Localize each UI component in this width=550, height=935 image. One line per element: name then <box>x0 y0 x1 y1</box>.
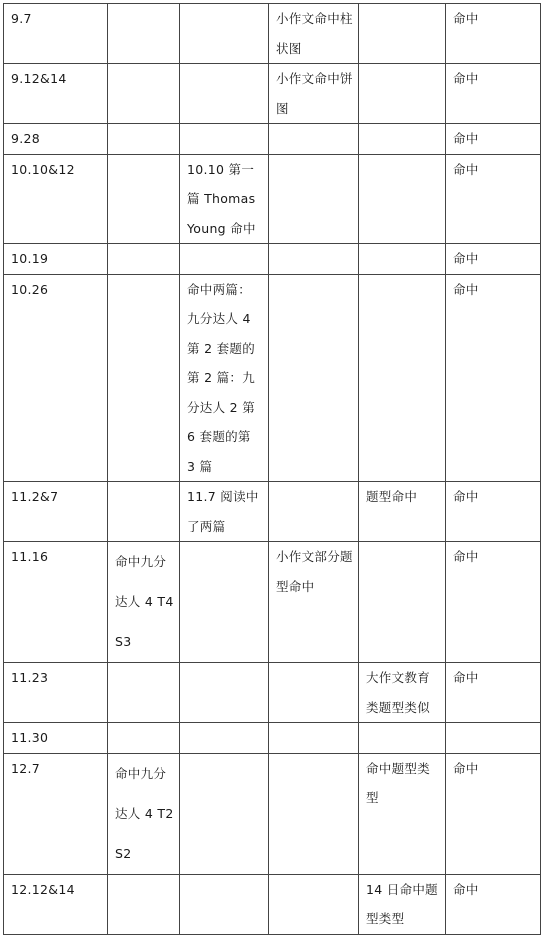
result-cell: 命中 <box>446 753 541 874</box>
table-row <box>4 663 541 723</box>
table-row <box>4 154 541 244</box>
table-cell: 14 日命中题型类型 <box>359 874 446 934</box>
date-cell: 11.23 <box>4 663 108 723</box>
table-cell <box>180 723 269 754</box>
result-cell: 命中 <box>446 482 541 542</box>
result-cell: 命中 <box>446 64 541 124</box>
table-row <box>4 542 541 663</box>
table-row <box>4 482 541 542</box>
date-cell: 11.2&7 <box>4 482 108 542</box>
result-cell <box>446 723 541 754</box>
result-cell: 命中 <box>446 663 541 723</box>
date-cell: 11.30 <box>4 723 108 754</box>
table-cell <box>180 753 269 874</box>
table-cell: 命中九分达人 4 T2S2 <box>108 753 180 874</box>
table-row <box>4 64 541 124</box>
table-cell: 题型命中 <box>359 482 446 542</box>
result-cell: 命中 <box>446 4 541 64</box>
table-cell <box>359 124 446 155</box>
table-row <box>4 723 541 754</box>
table-cell <box>108 154 180 244</box>
results-table <box>3 3 541 935</box>
table-cell <box>180 64 269 124</box>
table-cell: 11.7 阅读中了两篇 <box>180 482 269 542</box>
date-cell: 11.16 <box>4 542 108 663</box>
date-cell: 12.12&14 <box>4 874 108 934</box>
table-cell <box>269 244 359 275</box>
table-cell <box>359 723 446 754</box>
table-cell <box>108 723 180 754</box>
table-cell <box>359 154 446 244</box>
table-cell <box>359 542 446 663</box>
table-cell: 命中题型类型 <box>359 753 446 874</box>
table-cell <box>269 874 359 934</box>
table-cell <box>180 874 269 934</box>
table-cell <box>180 244 269 275</box>
table-row <box>4 4 541 64</box>
table-cell <box>108 274 180 482</box>
table-cell: 10.10 第一篇 Thomas Young 命中 <box>180 154 269 244</box>
table-cell <box>108 64 180 124</box>
table-row <box>4 274 541 482</box>
table-cell: 小作文部分题型命中 <box>269 542 359 663</box>
table-cell: 小作文命中饼图 <box>269 64 359 124</box>
table-cell <box>108 4 180 64</box>
table-cell <box>269 753 359 874</box>
table-row <box>4 124 541 155</box>
table-cell <box>108 482 180 542</box>
table-cell <box>269 663 359 723</box>
result-cell: 命中 <box>446 274 541 482</box>
result-cell: 命中 <box>446 542 541 663</box>
table-cell <box>108 124 180 155</box>
result-cell: 命中 <box>446 874 541 934</box>
table-row <box>4 874 541 934</box>
date-cell: 9.28 <box>4 124 108 155</box>
table-cell <box>180 663 269 723</box>
date-cell: 10.19 <box>4 244 108 275</box>
table-cell <box>359 274 446 482</box>
date-cell: 10.26 <box>4 274 108 482</box>
table-cell <box>359 4 446 64</box>
table-cell <box>108 244 180 275</box>
table-cell <box>269 154 359 244</box>
table-cell <box>180 124 269 155</box>
table-cell <box>359 64 446 124</box>
table-row <box>4 753 541 874</box>
table-row <box>4 244 541 275</box>
result-cell: 命中 <box>446 154 541 244</box>
table-cell <box>359 244 446 275</box>
table-cell <box>180 542 269 663</box>
date-cell: 12.7 <box>4 753 108 874</box>
table-cell <box>180 4 269 64</box>
table-cell <box>269 723 359 754</box>
table-cell <box>269 274 359 482</box>
table-cell <box>269 482 359 542</box>
table-cell <box>108 663 180 723</box>
result-cell: 命中 <box>446 124 541 155</box>
table-cell: 命中九分达人 4 T4S3 <box>108 542 180 663</box>
result-cell: 命中 <box>446 244 541 275</box>
date-cell: 10.10&12 <box>4 154 108 244</box>
date-cell: 9.12&14 <box>4 64 108 124</box>
table-cell: 命中两篇：九分达人 4 第 2 套题的第 2 篇：九分达人 2 第 6 套题的第 3 篇 <box>180 274 269 482</box>
date-cell: 9.7 <box>4 4 108 64</box>
table-cell: 大作文教育类题型类似 <box>359 663 446 723</box>
table-cell <box>108 874 180 934</box>
table-cell <box>269 124 359 155</box>
table-cell: 小作文命中柱状图 <box>269 4 359 64</box>
